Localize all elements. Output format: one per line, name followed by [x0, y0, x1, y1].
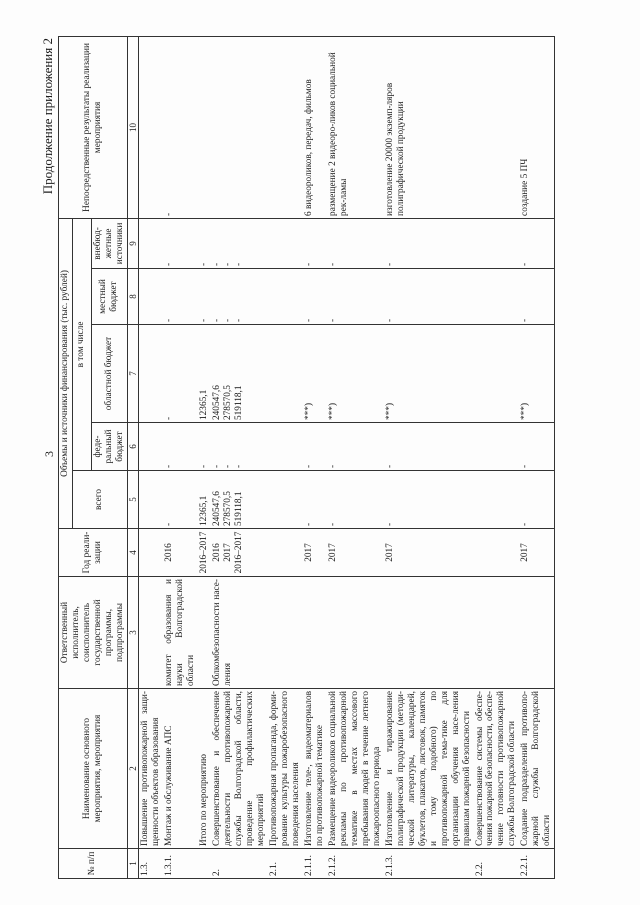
row-total-value: -: [303, 522, 314, 526]
row-number: 1.3.1.: [163, 849, 198, 879]
row-number: 2.1.1.: [303, 849, 327, 879]
row-year-value: 2017: [223, 543, 234, 562]
row-year: [519, 529, 554, 577]
row-local: [303, 269, 327, 325]
column-number: 9: [127, 218, 139, 268]
row-total-value: 519118,1: [234, 491, 245, 526]
row-federal-value: -: [223, 464, 234, 468]
row-local: [198, 269, 211, 325]
row-total: [198, 471, 211, 529]
row-extrabudget-value: -: [303, 262, 314, 266]
column-number: 7: [127, 325, 139, 423]
table-row: [474, 36, 520, 878]
row-federal: [163, 423, 198, 471]
row-executor: [139, 577, 163, 689]
row-extrabudget: [198, 218, 211, 268]
header-extrabudget: внебюд-жетные источники: [91, 218, 127, 268]
row-local: [268, 269, 303, 325]
header-executor: Ответственный исполнитель, соисполнитель государственной программы, подпрограммы: [59, 577, 128, 689]
table-row: [327, 36, 384, 878]
row-regional-value: 278570,5: [223, 385, 234, 420]
header-total: всего: [72, 471, 127, 529]
row-number: 2.1.3.: [384, 849, 474, 879]
column-number: 3: [127, 577, 139, 689]
row-total-value: -: [164, 522, 175, 526]
row-year: [211, 529, 268, 577]
row-local-value: -: [212, 318, 223, 322]
row-extrabudget-value: -: [327, 262, 338, 266]
row-local-value: -: [223, 318, 234, 322]
row-total-value: -: [327, 522, 338, 526]
row-total: [384, 471, 474, 529]
row-extrabudget: [211, 218, 268, 268]
row-extrabudget-value: -: [223, 262, 234, 266]
row-regional-value: 240547,6: [212, 385, 223, 420]
row-activity-name: Изготовление и тиражирование полиграфической продукции (методи-ческой литературы, календарей, буклетов, плакатов, листовок, памяток и тому подобного) по противопожарной тема-тике для организации обучения насе-ления правилам пожарной безопасности: [384, 689, 474, 849]
row-extrabudget: [474, 218, 520, 268]
column-number: 6: [127, 423, 139, 471]
row-executor: Облкомбезопасности насе-ления: [211, 577, 268, 689]
row-regional-value: ***): [327, 402, 338, 420]
row-activity-name: Изготовление теле-, видеоматериалов по противопожарной тематике: [303, 689, 327, 849]
row-regional-value: -: [164, 416, 175, 420]
row-year-value: 2017: [520, 543, 531, 562]
row-regional: [198, 325, 211, 423]
header-regional: областной бюджет: [91, 325, 127, 423]
row-result: 6 видеороликов, передач, фильмов: [303, 36, 327, 218]
row-activity-name: Создание подразделений противопо-жарной службы Волгоградской области: [519, 689, 554, 849]
row-year-value: 2016: [164, 543, 175, 562]
column-number: 2: [127, 689, 139, 849]
row-result: [211, 36, 268, 218]
row-number: 2.2.1.: [519, 849, 554, 879]
row-year: [384, 529, 474, 577]
row-regional: [519, 325, 554, 423]
row-regional: [139, 325, 163, 423]
row-year: [198, 529, 211, 577]
row-federal: [303, 423, 327, 471]
row-extrabudget: [384, 218, 474, 268]
table-row: [163, 36, 198, 878]
row-local-value: -: [199, 318, 210, 322]
row-total: [303, 471, 327, 529]
row-result: [268, 36, 303, 218]
row-result: [139, 36, 163, 218]
row-federal-value: -: [164, 464, 175, 468]
row-number: [198, 849, 211, 879]
row-regional: [327, 325, 384, 423]
table-row: [384, 36, 474, 878]
column-number: 10: [127, 36, 139, 218]
row-extrabudget: [327, 218, 384, 268]
row-local-value: -: [327, 318, 338, 322]
header-name: Наименование основного мероприятия, мероприятия: [59, 689, 128, 849]
row-extrabudget-value: -: [384, 262, 395, 266]
column-number: 8: [127, 269, 139, 325]
row-total: [519, 471, 554, 529]
row-extrabudget: [139, 218, 163, 268]
row-regional-value: ***): [520, 402, 531, 420]
header-year: Год реали-зации: [59, 529, 128, 577]
column-number: 5: [127, 471, 139, 529]
row-year: [303, 529, 327, 577]
row-year-value: 2016: [212, 543, 223, 562]
row-local: [474, 269, 520, 325]
row-year: [474, 529, 520, 577]
row-activity-name: Совершенствование системы обеспе-чения пожарной безопасности, обеспе-чение готовности противопожарной службы Волгоградской области: [474, 689, 520, 849]
row-result: [474, 36, 520, 218]
row-number: 2.2.: [474, 849, 520, 879]
header-local: местный бюджет: [91, 269, 127, 325]
continuation-title: Продолжение приложения 2: [40, 38, 55, 195]
row-regional: [163, 325, 198, 423]
row-total-value: 240547,6: [212, 491, 223, 526]
row-executor: [268, 577, 303, 689]
row-executor: [303, 577, 327, 689]
row-local-value: -: [384, 318, 395, 322]
row-federal-value: -: [199, 464, 210, 468]
row-extrabudget-value: -: [199, 262, 210, 266]
row-year-value: 2017: [384, 543, 395, 562]
row-total-value: 12365,1: [199, 495, 210, 526]
row-result: размещение 2 видеоро-ликов социальной рек-ламы: [327, 36, 384, 218]
row-activity-name: Итого по мероприятию: [198, 689, 211, 849]
row-total-value: -: [384, 522, 395, 526]
row-activity-name: Повышение противопожарной защи-щенности объектов образования: [139, 689, 163, 849]
row-total: [139, 471, 163, 529]
row-number: 1.3.: [139, 849, 163, 879]
row-extrabudget-value: -: [234, 262, 245, 266]
row-result: -: [163, 36, 198, 218]
row-federal-value: -: [303, 464, 314, 468]
table-row: [211, 36, 268, 878]
row-extrabudget-value: -: [212, 262, 223, 266]
row-result: изготовление 20000 экземп-ляров полиграфической продукции: [384, 36, 474, 218]
row-federal: [198, 423, 211, 471]
row-total-value: 278570,5: [223, 491, 234, 526]
row-regional-value: ***): [303, 402, 314, 420]
row-total-value: -: [520, 522, 531, 526]
row-local: [163, 269, 198, 325]
row-regional: [303, 325, 327, 423]
row-regional-value: 12365,1: [199, 389, 210, 420]
header-funding: Объемы и источники финансирования (тыс. рублей): [59, 218, 73, 528]
header-including: в том числе: [72, 218, 91, 470]
column-number: 4: [127, 529, 139, 577]
table-row: [268, 36, 303, 878]
header-result: Непосредственные результаты реализации мероприятия: [59, 36, 128, 218]
row-local: [139, 269, 163, 325]
row-local: [327, 269, 384, 325]
row-federal: [474, 423, 520, 471]
table-row: [519, 36, 554, 878]
row-activity-name: Монтаж и обслуживание АПС: [163, 689, 198, 849]
header-num: № п/п: [59, 849, 128, 879]
header-federal: феде-ральный бюджет: [91, 423, 127, 471]
row-executor: [198, 577, 211, 689]
column-numbers-row: [127, 36, 139, 878]
row-number: 2.1.2.: [327, 849, 384, 879]
row-extrabudget: [268, 218, 303, 268]
page-number: 3: [42, 451, 56, 457]
row-year: [139, 529, 163, 577]
row-local: [384, 269, 474, 325]
row-federal-value: -: [384, 464, 395, 468]
row-number: 2.: [211, 849, 268, 879]
row-year: [163, 529, 198, 577]
column-number: 1: [127, 849, 139, 879]
row-activity-name: Противопожарная пропаганда, форми-рование культуры пожаробезопасного поведения населения: [268, 689, 303, 849]
row-extrabudget-value: -: [520, 262, 531, 266]
row-year-value: 2016–2017: [234, 531, 245, 574]
row-federal: [211, 423, 268, 471]
row-extrabudget: [519, 218, 554, 268]
row-total: [211, 471, 268, 529]
row-number: 2.1.: [268, 849, 303, 879]
row-extrabudget: [163, 218, 198, 268]
row-federal: [384, 423, 474, 471]
table-body: [139, 36, 555, 878]
row-year: [327, 529, 384, 577]
row-executor: [519, 577, 554, 689]
row-federal-value: -: [520, 464, 531, 468]
row-federal: [139, 423, 163, 471]
row-local-value: -: [234, 318, 245, 322]
row-local: [519, 269, 554, 325]
row-regional: [268, 325, 303, 423]
row-year-value: 2017: [327, 543, 338, 562]
row-executor: [327, 577, 384, 689]
row-regional: [474, 325, 520, 423]
row-year: [268, 529, 303, 577]
row-executor: [384, 577, 474, 689]
funding-table: [58, 36, 555, 879]
row-total: [268, 471, 303, 529]
row-executor: комитет образования и науки Волгоградской области: [163, 577, 198, 689]
row-federal-value: -: [327, 464, 338, 468]
row-local-value: -: [164, 318, 175, 322]
row-regional: [211, 325, 268, 423]
row-executor: [474, 577, 520, 689]
row-federal: [268, 423, 303, 471]
header-row-1: [59, 36, 73, 878]
row-federal: [519, 423, 554, 471]
table-row: [303, 36, 327, 878]
row-total: [163, 471, 198, 529]
row-activity-name: Размещение видеороликов социальной рекламы по противопожарной тематике в местах массового пребывания людей в течение летнего пожароопасного периода: [327, 689, 384, 849]
row-total: [474, 471, 520, 529]
row-local-value: -: [520, 318, 531, 322]
row-federal: [327, 423, 384, 471]
row-extrabudget-value: -: [164, 262, 175, 266]
row-year-value: 2016–2017: [199, 531, 210, 574]
row-local-value: -: [303, 318, 314, 322]
row-activity-name: Совершенствование и обеспечение деятельности противопожарной службы Волгоградской области, проведение профилактических мероприятий: [211, 689, 268, 849]
row-year-value: 2017: [303, 543, 314, 562]
row-federal-value: -: [234, 464, 245, 468]
row-regional-value: 519118,1: [234, 385, 245, 420]
row-result: [198, 36, 211, 218]
row-regional: [384, 325, 474, 423]
table-row: [198, 36, 211, 878]
table-row: [139, 36, 163, 878]
row-local: [211, 269, 268, 325]
row-federal-value: -: [212, 464, 223, 468]
row-result: создание 5 ПЧ: [519, 36, 554, 218]
row-regional-value: ***): [384, 402, 395, 420]
row-total: [327, 471, 384, 529]
row-extrabudget: [303, 218, 327, 268]
